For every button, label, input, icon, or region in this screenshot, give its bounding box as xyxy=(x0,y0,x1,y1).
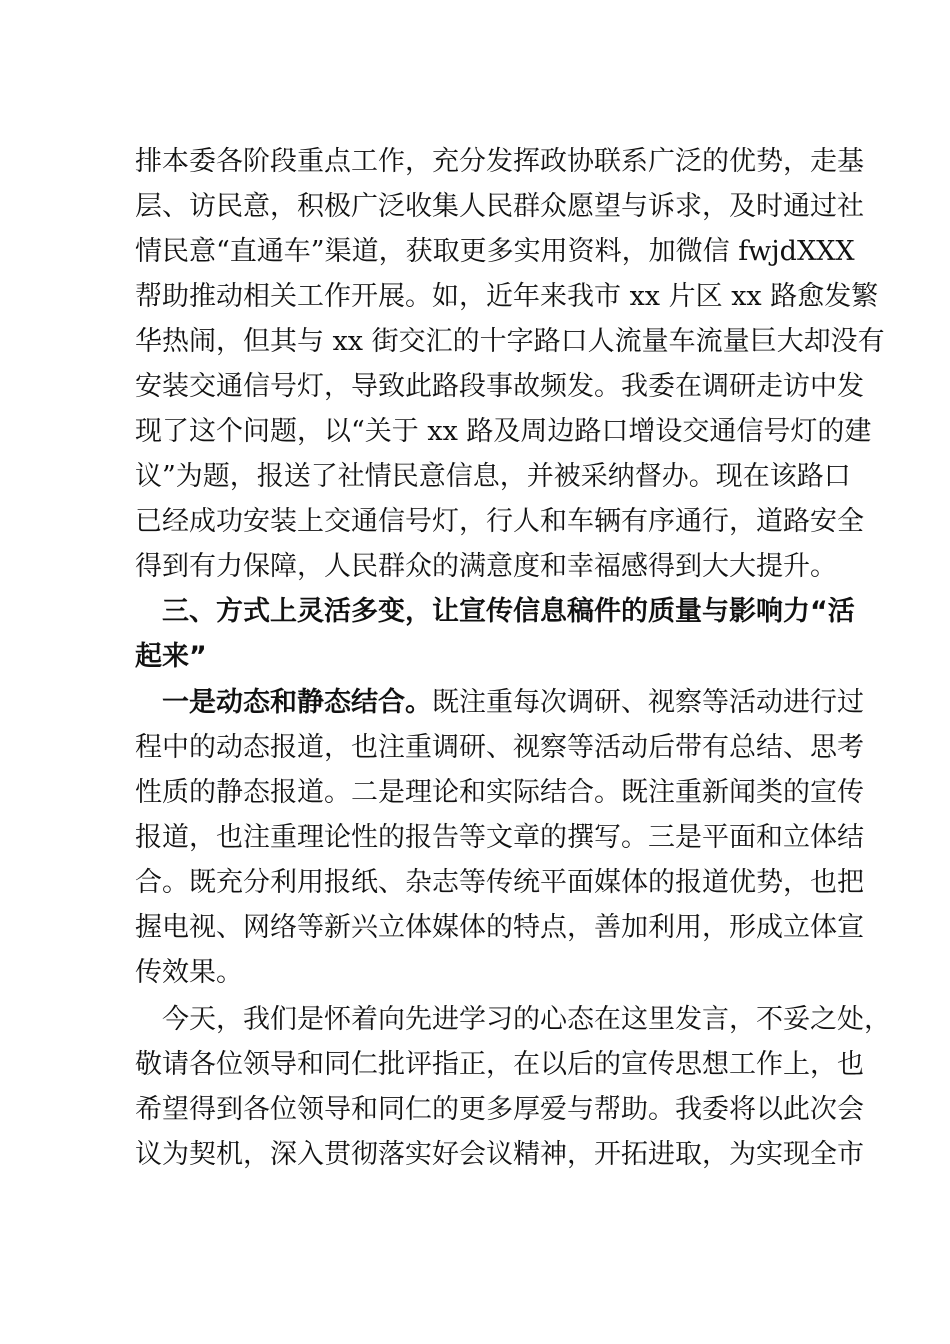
paragraph-2-line-2: 程中的动态报道，也注重调研、视察等活动后带有总结、思考 xyxy=(135,732,864,763)
paragraph-3-line-4: 议为契机，深入贯彻落实好会议精神，开拓进取，为实现全市 xyxy=(135,1139,864,1170)
paragraph-1-line-5: 华热闹，但其与 xx 街交汇的十字路口人流量车流量巨大却没有 xyxy=(135,326,885,357)
paragraph-2-line-1 xyxy=(162,683,864,723)
paragraph-2-line-1-text: 既注重每次调研、视察等活动进行过 xyxy=(432,687,864,718)
paragraph-2-line-4: 报道，也注重理论性的报告等文章的撰写。三是平面和立体结 xyxy=(135,822,864,853)
paragraph-1-line-9: 已经成功安装上交通信号灯，行人和车辆有序通行，道路安全 xyxy=(135,506,864,537)
paragraph-2-line-7: 传效果。 xyxy=(135,957,243,988)
paragraph-3-line-1: 今天，我们是怀着向先进学习的心态在这里发言，不妥之处， xyxy=(162,1004,891,1035)
paragraph-3-line-3: 希望得到各位领导和同仁的更多厚爱与帮助。我委将以此次会 xyxy=(135,1094,864,1125)
section-heading-line-1: 三、方式上灵活多变，让宣传信息稿件的质量与影响力“活 xyxy=(162,596,855,627)
paragraph-3-line-2: 敬请各位领导和同仁批评指正，在以后的宣传思想工作上，也 xyxy=(135,1049,864,1080)
paragraph-2-lead: 一是动态和静态结合。 xyxy=(162,687,432,718)
paragraph-1-line-4: 帮助推动相关工作开展。如，近年来我市 xx 片区 xx 路愈发繁 xyxy=(135,281,879,312)
paragraph-1-line-10: 得到有力保障，人民群众的满意度和幸福感得到大大提升。 xyxy=(135,551,837,582)
paragraph-1-line-1: 排本委各阶段重点工作，充分发挥政协联系广泛的优势，走基 xyxy=(135,146,864,177)
paragraph-2-line-5: 合。既充分利用报纸、杂志等传统平面媒体的报道优势，也把 xyxy=(135,867,864,898)
paragraph-1-line-7: 现了这个问题，以“关于 xx 路及周边路口增设交通信号灯的建 xyxy=(135,416,872,447)
paragraph-2-line-3: 性质的静态报道。二是理论和实际结合。既注重新闻类的宣传 xyxy=(135,777,864,808)
paragraph-1-line-2: 层、访民意，积极广泛收集人民群众愿望与诉求，及时通过社 xyxy=(135,191,864,222)
paragraph-1-line-3: 情民意“直通车”渠道，获取更多实用资料，加微信 fwjdXXX xyxy=(135,236,855,267)
paragraph-1-line-6: 安装交通信号灯，导致此路段事故频发。我委在调研走访中发 xyxy=(135,371,864,402)
paragraph-2-line-6: 握电视、网络等新兴立体媒体的特点，善加利用，形成立体宣 xyxy=(135,912,864,943)
paragraph-1-line-8: 议”为题，报送了社情民意信息，并被采纳督办。现在该路口 xyxy=(135,461,851,492)
section-heading-line-2: 起来” xyxy=(135,641,207,672)
